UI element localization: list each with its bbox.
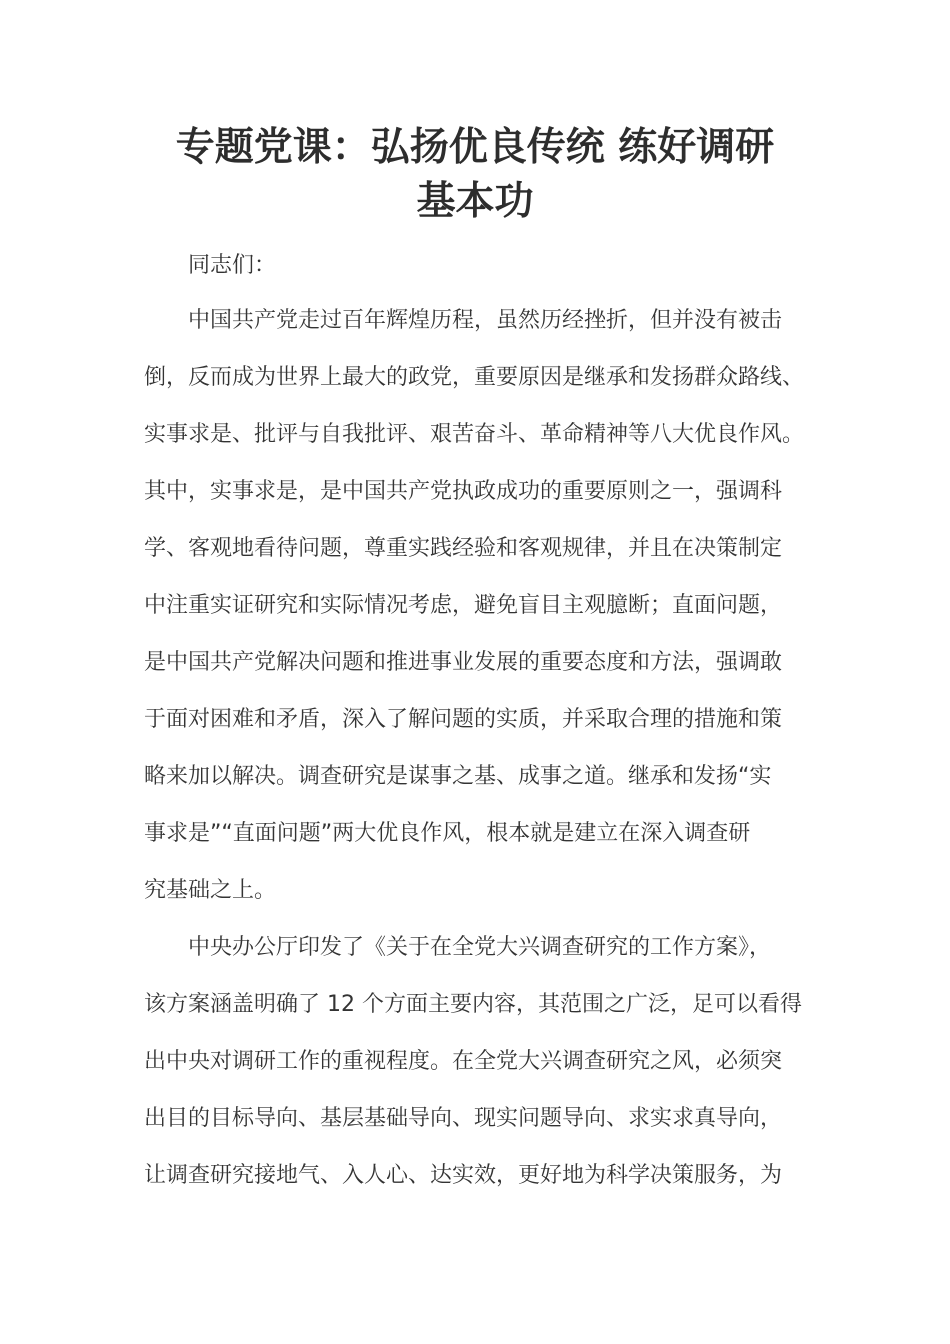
paragraph-line: 出目的目标导向、基层基础导向、现实问题导向、求实求真导向， xyxy=(144,1106,783,1131)
paragraph-line: 出中央对调研工作的重视程度。在全党大兴调查研究之风，必须突 xyxy=(144,1049,783,1074)
paragraph-line: 倒，反而成为世界上最大的政党，重要原因是继承和发扬群众路线、 xyxy=(144,365,805,390)
paragraph-2 xyxy=(144,919,808,1204)
paragraph-line: 中注重实证研究和实际情况考虑，避免盲目主观臆断；直面问题， xyxy=(144,593,783,618)
title-line-1: 专题党课：弘扬优良传统 练好调研 xyxy=(175,124,775,170)
document-title xyxy=(140,120,810,228)
paragraph-line: 于面对困难和矛盾，深入了解问题的实质，并采取合理的措施和策 xyxy=(144,707,783,732)
paragraph-line: 让调查研究接地气、入人心、达实效，更好地为科学决策服务，为 xyxy=(144,1163,783,1188)
paragraph-line: 中国共产党走过百年辉煌历程，虽然历经挫折，但并没有被击 xyxy=(188,308,783,333)
paragraph-line: 学、客观地看待问题，尊重实践经验和客观规律，并且在决策制定 xyxy=(144,536,783,561)
document-body xyxy=(144,244,808,1204)
paragraph-line: 实事求是、批评与自我批评、艰苦奋斗、革命精神等八大优良作风。 xyxy=(144,422,805,447)
paragraph-line: 该方案涵盖明确了 12 个方面主要内容，其范围之广泛，足可以看得 xyxy=(144,992,802,1017)
paragraph-line: 中央办公厅印发了《关于在全党大兴调查研究的工作方案》， xyxy=(188,935,772,960)
paragraph-line: 事求是”“直面问题”两大优良作风，根本就是建立在深入调查研 xyxy=(144,821,751,846)
salutation: 同志们： xyxy=(188,253,277,278)
paragraph-line: 是中国共产党解决问题和推进事业发展的重要态度和方法，强调敢 xyxy=(144,650,783,675)
paragraph-line: 其中，实事求是，是中国共产党执政成功的重要原则之一，强调科 xyxy=(144,479,783,504)
paragraph-1 xyxy=(144,292,808,919)
paragraph-line: 究基础之上。 xyxy=(144,878,277,903)
title-line-2: 基本功 xyxy=(416,178,534,224)
paragraph-line: 略来加以解决。调查研究是谋事之基、成事之道。继承和发扬“实 xyxy=(144,764,772,789)
